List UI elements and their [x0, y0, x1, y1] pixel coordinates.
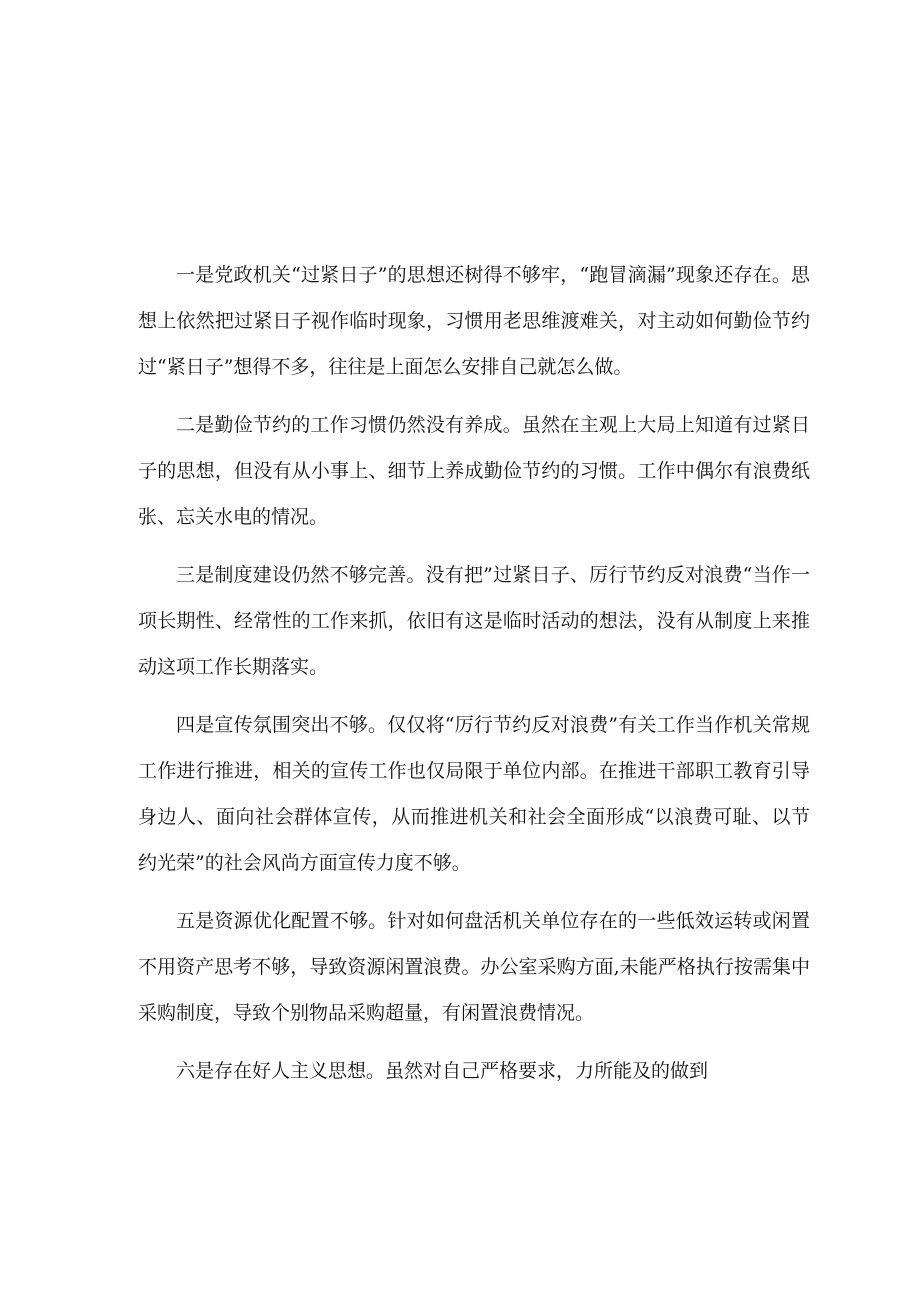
paragraph-2: 二是勤俭节约的工作习惯仍然没有养成。虽然在主观上大局上知道有过紧日子的思想，但没有从小事上、细节上养成勤俭节约的习惯。工作中偶尔有浪费纸张、忘关水电的情况。 [138, 414, 810, 528]
paragraph-1: 一是党政机关“过紧日子”的思想还树得不够牢，“跑冒滴漏”现象还存在。思想上依然把过紧日子视作临时现象，习惯用老思维渡难关，对主动如何勤俭节约过“紧日子”想得不多，往往是上面怎么安排自己就怎么做。 [138, 264, 810, 378]
paragraph-5: 五是资源优化配置不够。针对如何盘活机关单位存在的一些低效运转或闲置不用资产思考不够，导致资源闲置浪费。办公室采购方面,未能严格执行按需集中采购制度，导致个别物品采购超量，有闲置浪费情况。 [138, 910, 810, 1024]
document-body [138, 252, 810, 1106]
paragraph-4: 四是宣传氛围突出不够。仅仅将“厉行节约反对浪费”有关工作当作机关常规工作进行推进，相关的宣传工作也仅局限于单位内部。在推进干部职工教育引导身边人、面向社会群体宣传，从而推进机关和社会全面形成“以浪费可耻、以节约光荣”的社会风尚方面宣传力度不够。 [138, 714, 810, 874]
paragraph-3: 三是制度建设仍然不够完善。没有把”过紧日子、厉行节约反对浪费“当作一项长期性、经常性的工作来抓，依旧有这是临时活动的想法，没有从制度上来推动这项工作长期落实。 [138, 564, 810, 678]
paragraph-6: 六是存在好人主义思想。虽然对自己严格要求，力所能及的做到 [176, 1060, 709, 1082]
